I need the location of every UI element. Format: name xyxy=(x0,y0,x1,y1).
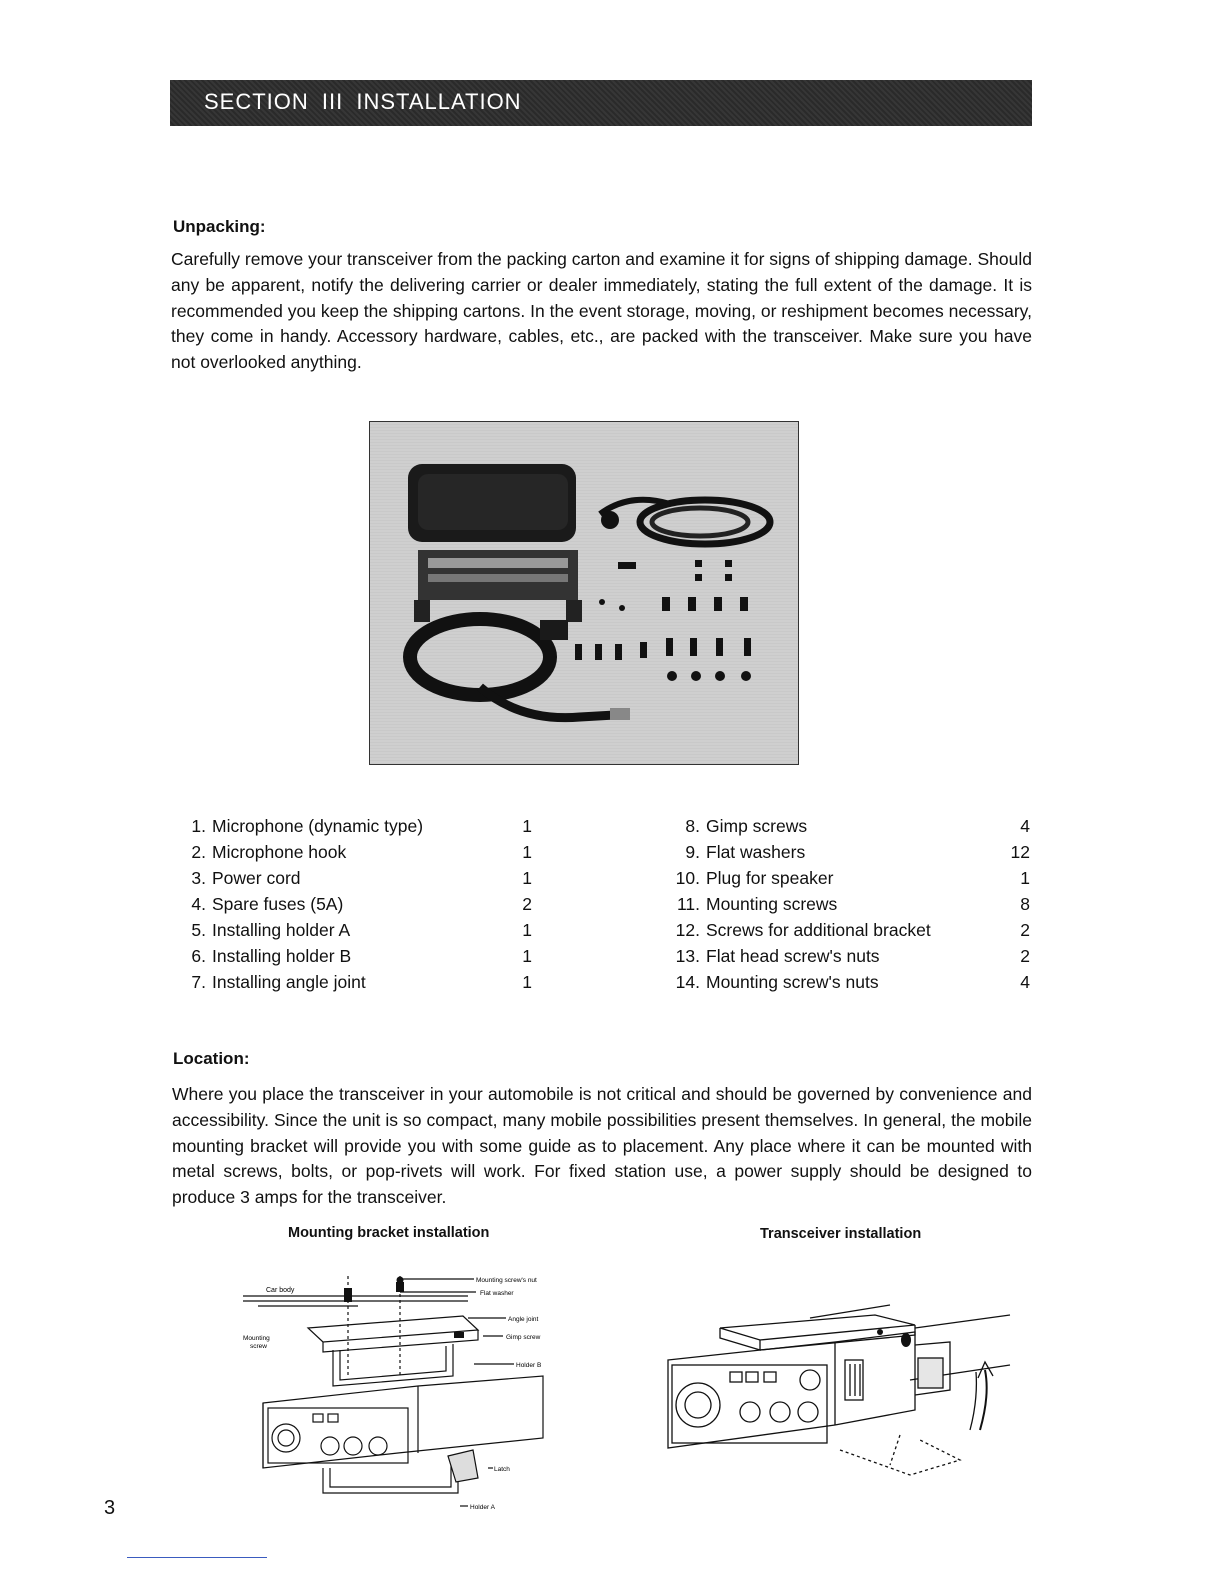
holder-a-label: Holder A xyxy=(470,1504,495,1511)
accessories-photo-illustration xyxy=(370,422,797,763)
list-item: 14. Mounting screw's nuts 4 xyxy=(675,972,1030,992)
list-item: 13. Flat head screw's nuts 2 xyxy=(675,946,1030,966)
flat-washer-label: Flat washer xyxy=(480,1290,514,1297)
transceiver-installation-diagram xyxy=(660,1300,1012,1500)
unpacking-paragraph: Carefully remove your transceiver from the packing carton and examine it for signs of shipping damage. Should any be apparent, notify the delivering carrier or dealer immediately, stating the full extent of the damage. It is recommended you keep the shipping cartons. In the event storage, moving, or reshipment becomes necessary, they come in handy. Accessory hardware, cables, etc., are packed with the transceiver. Make sure you have not overlooked anything. xyxy=(171,249,1032,373)
parts-list-right xyxy=(662,813,1032,995)
transceiver-installation-caption: Transceiver installation xyxy=(760,1226,922,1242)
holder-b-label: Holder B xyxy=(516,1362,542,1369)
location-heading: Location: xyxy=(173,1049,250,1068)
mounting-bracket-diagram xyxy=(238,1268,558,1518)
accessories-photo xyxy=(369,421,799,765)
list-item: 6. Installing holder B 1 xyxy=(191,946,532,966)
list-item: 5. Installing holder A 1 xyxy=(191,920,532,940)
list-item: 12. Screws for additional bracket 2 xyxy=(675,920,1030,940)
list-item: 4. Spare fuses (5A) 2 xyxy=(191,894,532,914)
list-item: 7. Installing angle joint 1 xyxy=(191,972,532,992)
unpacking-heading: Unpacking: xyxy=(173,217,266,236)
car-body-label: Car body xyxy=(266,1287,295,1294)
list-item: 2. Microphone hook 1 xyxy=(191,842,532,862)
list-item: 11. Mounting screws 8 xyxy=(676,894,1030,914)
parts-list-left xyxy=(170,813,540,995)
list-item: 8. Gimp screws 4 xyxy=(685,816,1030,836)
page-number: 3 xyxy=(104,1497,116,1519)
gimp-screw-label: Gimp screw xyxy=(506,1334,541,1341)
list-item: 10. Plug for speaker 1 xyxy=(675,868,1030,888)
section-header-bar xyxy=(170,80,1032,126)
mounting-screws-nut-label: Mounting screw's nut xyxy=(476,1277,537,1284)
angle-joint-label: Angle joint xyxy=(508,1316,539,1323)
list-item: 1. Microphone (dynamic type) 1 xyxy=(191,816,532,836)
mounting-bracket-caption: Mounting bracket installation xyxy=(288,1225,490,1241)
list-item: 3. Power cord 1 xyxy=(191,868,532,888)
section-title: SECTION III INSTALLATION xyxy=(204,89,522,114)
footer-rule xyxy=(127,1557,267,1558)
mounting-screw-label-line2: screw xyxy=(250,1343,267,1350)
latch-label: Latch xyxy=(494,1466,510,1473)
location-paragraph: Where you place the transceiver in your automobile is not critical and should be governed by convenience and accessibility. Since the unit is so compact, many mobile possibilities present themselves. In general, the mobile mounting bracket will provide you with some guide as to placement. Any place where it can be mounted with metal screws, bolts, or pop-rivets will work. For fixed station use, a power supply should be designed to produce 3 amps for the transceiver. xyxy=(172,1084,1032,1208)
list-item: 9. Flat washers 12 xyxy=(685,842,1030,862)
mounting-screw-label-line1: Mounting xyxy=(243,1335,270,1342)
